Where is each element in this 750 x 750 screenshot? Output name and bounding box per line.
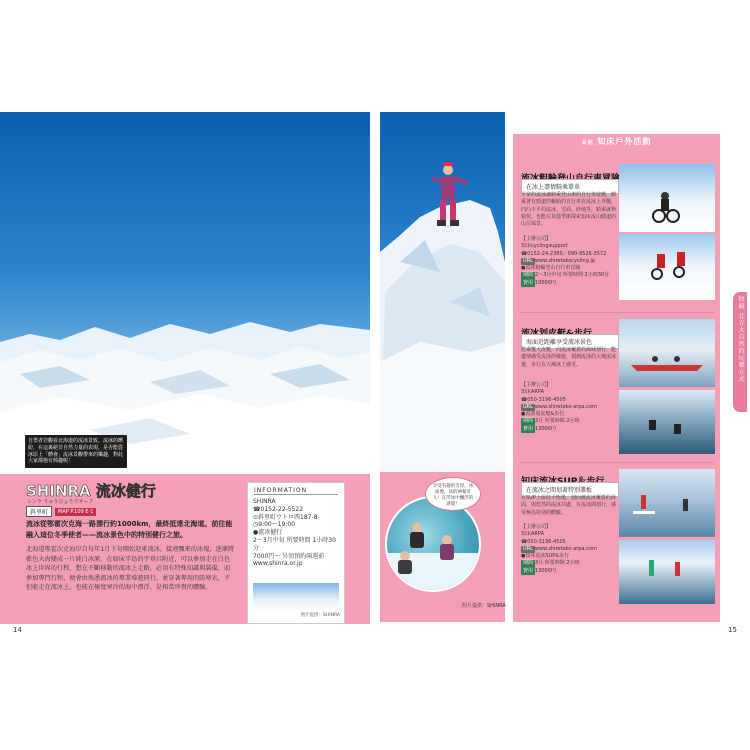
clock-icon: ◷ — [253, 521, 259, 529]
body-text: 北海道鄂霍次克海岸自每年1月下旬開始迎來流冰，接連飄來的冰塊，逐漸將藍色大海變成一片純白冰原。在如床半島的宇登呂附近，可以參加走在白色冰上世界的行程，想在不斷移動的流冰上走路，必須有特殊知識與裝備，而參加專門行程，便會由熟悉流冰的專業導遊同行，並穿著專用的防寒衣，不但能走在流冰上，也能在極度寒冷的海中漂浮，是相當珍貴的體驗。 — [26, 546, 235, 592]
photo-credit: 照片提供：SHINRA — [318, 465, 362, 471]
ice-field-illustration — [0, 112, 370, 474]
cyclist-illustration — [619, 164, 715, 232]
info-box — [247, 482, 345, 624]
iceberg-person-photo — [380, 112, 505, 472]
bullet-icon: ● — [521, 411, 526, 417]
info-schedule-label-row: ●流冰健行 — [253, 529, 283, 537]
info-address-row: ⊙斜里町ウトロ西187-8 — [253, 513, 318, 521]
page-number-left: 14 — [13, 626, 22, 634]
location-badge: 斜里町 — [26, 506, 52, 517]
activity-3-details: 【主辦公司】 知床ARPA ☎050-3196-4505 URL www.shiretoko-arpa.com ●知床流冰SUP&步行 期間 3月 所要時間 2小時 費用 13000円 — [521, 524, 597, 574]
activity-1-desc: 平常的流冰讓騎乘登山車的自行車遊戲，騎乘著有勁道的輪胎的自行車在流冰上奔馳，凹凸不平的流冰、雪面、砂地等，騎乘就夠愉快，也能在其他季節探索知床流山健道的山岳風景。 — [521, 192, 617, 227]
activity-3-photo-b — [619, 540, 715, 604]
activity-1-photo-b — [619, 234, 715, 300]
location-pin-icon: ⊙ — [253, 513, 259, 521]
kayak-illustration — [619, 319, 715, 387]
url-icon: URL — [523, 403, 533, 410]
walking-on-ice-illustration — [619, 390, 715, 454]
map-tag: MAP P.109 E-1 — [55, 508, 96, 516]
ice-field-photo — [0, 112, 370, 474]
calendar-icon: 期間 — [523, 272, 534, 279]
info-photo-credit: 照片提供：SHINRA — [300, 613, 340, 618]
sup-standing-illustration — [619, 540, 715, 604]
phone-icon: ☎ — [521, 250, 528, 257]
activity-1-details: 【主辦公司】 知床cyclingsupport ☎0152-24-2380／090-9526-3572 URL www.shiretokocycling.jp ●流冰粗輪登山自行車冒險 期間 2～3月中旬 所要時間 2小時30分 費用 10000円 — [521, 236, 610, 286]
info-photo — [253, 583, 339, 611]
left-page — [0, 112, 370, 652]
info-url[interactable]: www.shinra.or.jp — [253, 560, 303, 568]
side-tab-label: 特輯 北方大自然的玩樂方式 — [737, 296, 744, 383]
phone-icon: ☎ — [521, 538, 528, 545]
photo-credit-top: 照片提供：SHINRA — [452, 465, 496, 471]
right-page — [380, 112, 750, 652]
info-price: 7000円～ 另須預約兩週前 — [253, 552, 325, 560]
location-row — [26, 506, 96, 517]
bullet-icon: ● — [521, 553, 526, 559]
info-header: INFORMATION — [254, 487, 338, 495]
bullet-icon: ● — [521, 265, 526, 271]
activity-2-details: 【主辦公司】 知床ARPA ☎050-3196-4505 URL www.shiretoko-arpa.com ●流冰划皮艇&步行 期間 3月 所要時間 2小時 費用 13000円 — [521, 382, 597, 432]
cyclists-illustration — [619, 234, 715, 300]
header-small: 其他 — [581, 140, 594, 146]
photo-credit-bottom: 照片提供：SHINRA — [462, 603, 506, 609]
divider-1 — [519, 312, 714, 313]
info-schedule: 2～3月中旬 所要時間 1小時30分 — [253, 536, 336, 552]
info-phone-row: ☎0152-22-5522 — [253, 505, 303, 513]
floating-ice-photo — [385, 496, 481, 592]
activity-3-photo-a — [619, 469, 715, 537]
activity-1-photo-a — [619, 164, 715, 232]
phone-icon: ☎ — [253, 505, 261, 513]
url-icon: URL — [523, 257, 533, 264]
calendar-icon: 期間 — [523, 560, 534, 567]
activity-2-tag: 海面近距離享受流冰景色 — [521, 334, 619, 349]
price-icon: 費用 — [523, 425, 534, 432]
activity-2-photo-a — [619, 319, 715, 387]
activity-1-tag: 在冰上盡情騎乘單車 — [521, 179, 619, 194]
activity-2-photo-b — [619, 390, 715, 454]
lead-text: 流冰從鄂霍次克海一路漂行約1000km，最終抵達北海道。前往能融入這位冬季使者——流冰景色中的特別健行之旅。 — [26, 520, 233, 539]
info-hours-row: ◷9:00～19:00 — [253, 521, 296, 529]
header-title: 知床戶外活動 — [597, 137, 652, 146]
speech-bubble: 享受有趣的雪原，冰面像，冰的神秘奇人！在浮冰中飄浮的感覺！ — [425, 477, 481, 511]
activities-header — [513, 136, 720, 150]
photo-caption: 自勇者岩觀看北海道的流冰景致。流冰的繽紛，在這裏絕非自然力量的表現，是否能從冰原上「體會」流冰景觀帶來的樂趣，對此大家都抱有興趣呢！ — [28, 438, 124, 465]
side-tab — [733, 292, 747, 412]
bullet-icon: ● — [253, 529, 259, 537]
activity-3-tag: 在流冰之間划著特別槳板 — [521, 482, 619, 497]
page-number-right: 15 — [728, 626, 737, 634]
divider-2 — [519, 462, 714, 463]
phone-icon: ☎ — [521, 396, 528, 403]
activity-title: SHINRA 流冰健行 — [26, 482, 156, 500]
photo-caption-box — [25, 435, 127, 468]
price-icon: 費用 — [523, 279, 534, 286]
sup-illustration — [619, 469, 715, 537]
title-reading: シンラ りゅうひょうウオーク — [27, 499, 94, 505]
url-icon: URL — [523, 545, 533, 552]
floating-people-illustration — [387, 498, 479, 590]
calendar-icon: 期間 — [523, 418, 534, 425]
price-icon: 費用 — [523, 567, 534, 574]
iceberg-illustration — [380, 112, 505, 472]
info-name: SHINRA — [253, 498, 276, 505]
activity-3-desc: 在SUP上保持平衡後，划向被流冰覆蓋的海面，與悠然的流冰共處，在流冰間划行，感受極為特別的體驗。 — [521, 495, 617, 516]
activity-2-desc: 搭乘雙人皮艇，向流冰覆蓋的海域划行，能盡情感受流冰的樣貌，划到流冰的大塊流冰後，步行在大塊冰上感受。 — [521, 347, 617, 368]
